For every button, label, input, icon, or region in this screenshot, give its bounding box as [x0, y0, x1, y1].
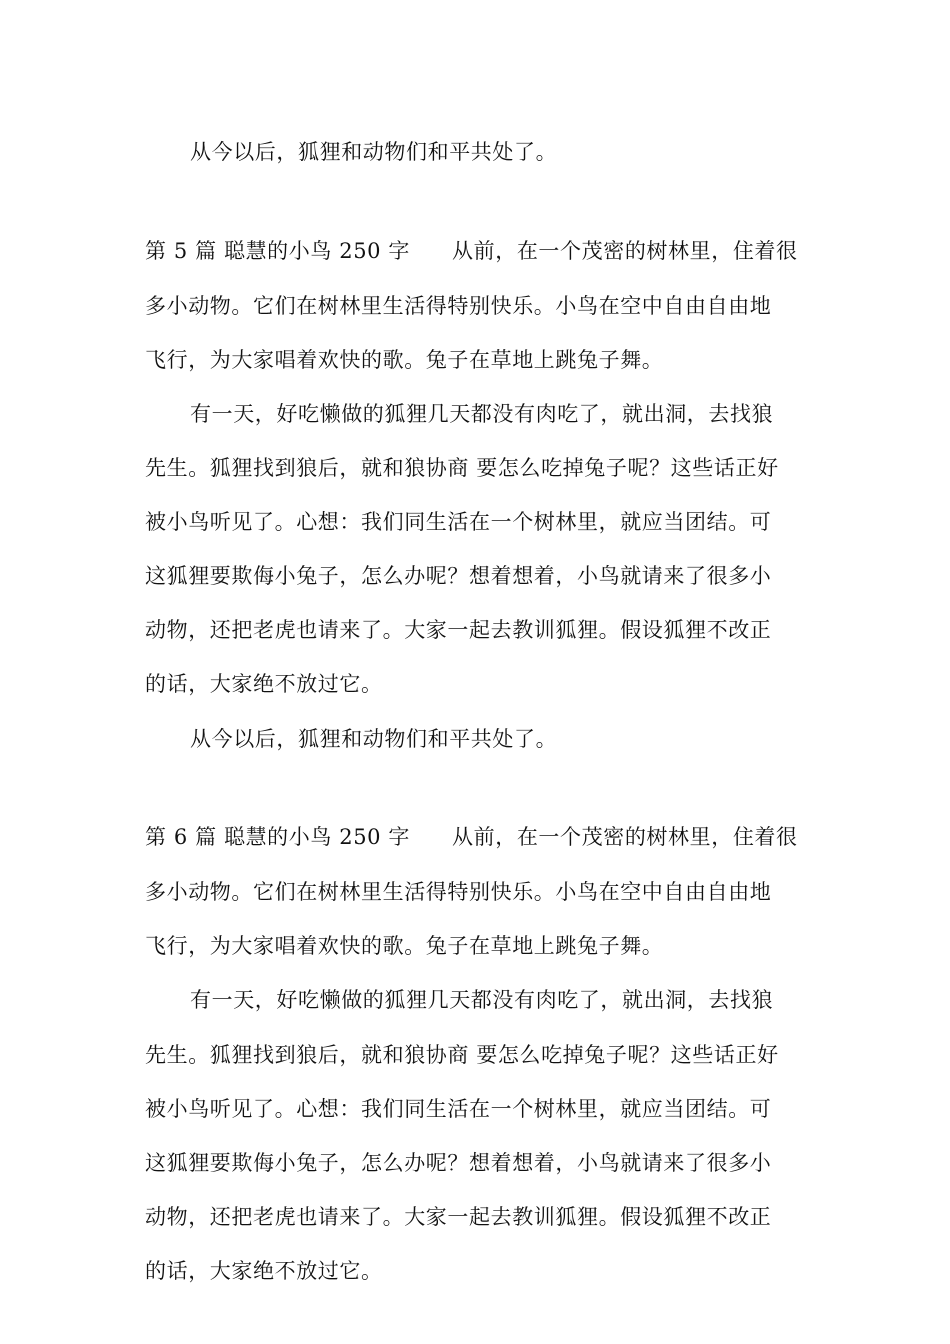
paragraph-line: 有一天，好吃懒做的狐狸几天都没有肉吃了，就出洞，去找狼 [190, 402, 774, 426]
paragraph-line: 动物，还把老虎也请来了。大家一起去教训狐狸。假设狐狸不改正 [145, 618, 772, 642]
paragraph-line: 动物，还把老虎也请来了。大家一起去教训狐狸。假设狐狸不改正 [145, 1205, 772, 1229]
closing-paragraph: 从今以后，狐狸和动物们和平共处了。 [190, 140, 558, 164]
paragraph-line: 先生。狐狸找到狼后，就和狼协商 要怎么吃掉兔子呢？这些话正好 [145, 1043, 779, 1067]
section-5-intro-start: 从前，在一个茂密的树林里，住着很 [452, 239, 798, 263]
paragraph-line: 这狐狸要欺侮小兔子，怎么办呢？想着想着，小鸟就请来了很多小 [145, 564, 772, 588]
paragraph-line: 这狐狸要欺侮小兔子，怎么办呢？想着想着，小鸟就请来了很多小 [145, 1151, 772, 1175]
paragraph-line: 飞行，为大家唱着欢快的歌。兔子在草地上跳兔子舞。 [145, 934, 664, 958]
section-5-first-line [145, 236, 815, 266]
section-5-heading: 第 5 篇 聪慧的小鸟 250 字 [145, 239, 411, 263]
paragraph-line: 被小鸟听见了。心想：我们同生活在一个树林里，就应当团结。可 [145, 510, 772, 534]
paragraph-line: 飞行，为大家唱着欢快的歌。兔子在草地上跳兔子舞。 [145, 348, 664, 372]
section-6-intro-start: 从前，在一个茂密的树林里，住着很 [452, 825, 798, 849]
section-6-first-line [145, 822, 815, 852]
paragraph-line: 被小鸟听见了。心想：我们同生活在一个树林里，就应当团结。可 [145, 1097, 772, 1121]
paragraph-line: 有一天，好吃懒做的狐狸几天都没有肉吃了，就出洞，去找狼 [190, 988, 774, 1012]
paragraph-line: 多小动物。它们在树林里生活得特别快乐。小鸟在空中自由自由地 [145, 880, 772, 904]
section-6-heading: 第 6 篇 聪慧的小鸟 250 字 [145, 825, 411, 849]
closing-paragraph: 从今以后，狐狸和动物们和平共处了。 [190, 727, 558, 751]
paragraph-line: 的话，大家绝不放过它。 [145, 672, 383, 696]
paragraph-line: 的话，大家绝不放过它。 [145, 1259, 383, 1283]
paragraph-line: 多小动物。它们在树林里生活得特别快乐。小鸟在空中自由自由地 [145, 294, 772, 318]
paragraph-line: 先生。狐狸找到狼后，就和狼协商 要怎么吃掉兔子呢？这些话正好 [145, 456, 779, 480]
